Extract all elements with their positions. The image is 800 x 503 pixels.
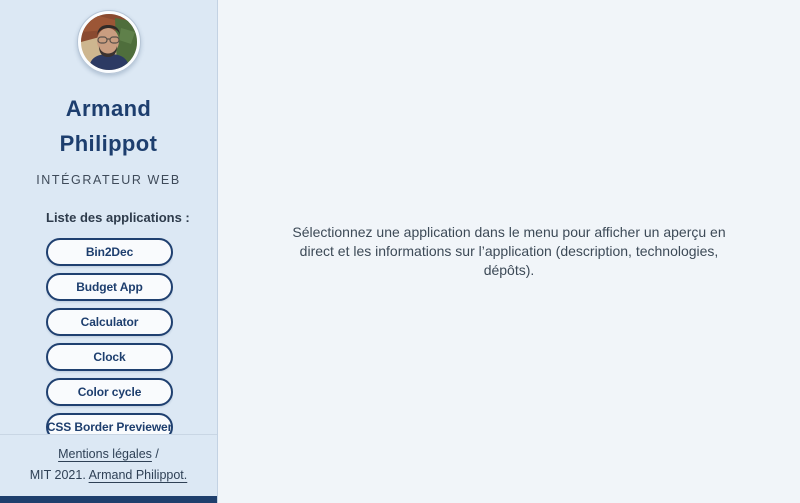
profile-header [0, 0, 217, 187]
app-button-budget-app[interactable]: Budget App [46, 273, 173, 301]
app-nav [0, 210, 217, 455]
profile-first-name: Armand [65, 96, 152, 121]
footer-license: MIT [29, 468, 52, 482]
avatar [77, 10, 141, 74]
legal-link[interactable]: Mentions légales [58, 447, 152, 461]
footer-separator: / [155, 447, 159, 461]
author-link[interactable]: Armand Philippot. [88, 468, 188, 482]
sidebar [0, 0, 218, 503]
profile-name [0, 91, 217, 161]
app-button-calculator[interactable]: Calculator [46, 308, 173, 336]
app-button-clock[interactable]: Clock [46, 343, 173, 371]
footer-legal-line [0, 444, 217, 465]
avatar-photo [77, 10, 141, 74]
app-list [46, 238, 173, 455]
sidebar-bottom-bar [0, 496, 217, 503]
app-button-color-cycle[interactable]: Color cycle [46, 378, 173, 406]
app-list-label: Liste des applications : [46, 210, 190, 225]
main-content [218, 0, 800, 503]
app-button-css-border-previewer[interactable]: CSS Border Previewer [46, 413, 173, 441]
sidebar-footer [0, 434, 217, 496]
footer-credit-line [0, 465, 217, 486]
app-placeholder-message: Sélectionnez une application dans le menu pour afficher un aperçu en direct et les informations sur l’application (description, technologies, dépôts). [292, 224, 726, 278]
app-button-bin2dec[interactable]: Bin2Dec [46, 238, 173, 266]
profile-role: INTÉGRATEUR WEB [36, 173, 181, 187]
profile-last-name: Philippot [59, 131, 158, 156]
footer-year: 2021. [54, 468, 86, 482]
